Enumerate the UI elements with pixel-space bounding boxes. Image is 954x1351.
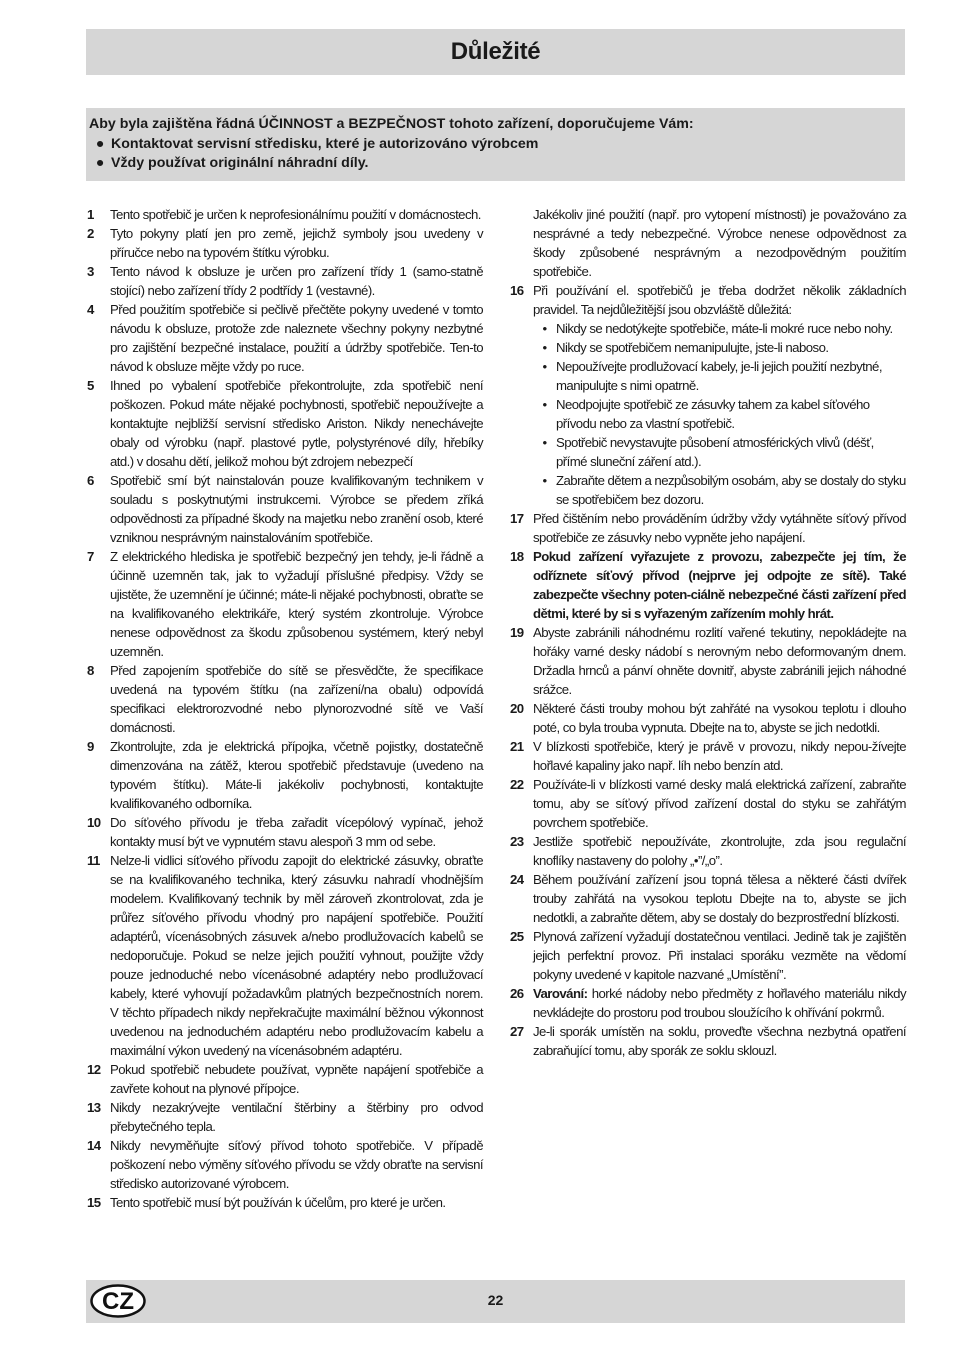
- bullet-icon: •: [542, 435, 547, 450]
- item-text: Nikdy nezakrývejte ventilační štěrbiny a štěrbiny pro odvod přebytečného tepla.: [110, 1100, 483, 1134]
- list-item: [87, 471, 483, 547]
- list-item: [87, 1098, 483, 1136]
- bullet-icon: •: [542, 340, 547, 355]
- item-number: 3: [87, 264, 94, 279]
- list-item: [87, 737, 483, 813]
- page-title: Důležité: [450, 38, 541, 65]
- list-item: [510, 832, 906, 870]
- notice-intro: Aby byla zajištěna řádná ÚČINNOST a BEZPEČNOST tohoto zařízení, doporučujeme Vám:: [89, 116, 694, 132]
- list-item: [87, 813, 483, 851]
- bullet-icon: ●: [95, 135, 105, 152]
- list-item: [87, 661, 483, 737]
- item-text: Jestliže spotřebič nepoužíváte, zkontrolujte, zda jsou regulační knoflíky nastaveny do polohy „•”/„o”.: [533, 834, 906, 868]
- item-number: 20: [510, 701, 524, 716]
- list-item-26: 26 Varování: horké nádoby nebo předměty z hořlavého materiálu nikdy nevkládejte do prostoru pod troubou sloužícího k ohřívání pokrmů.: [510, 986, 906, 1020]
- notice-box: [86, 108, 905, 181]
- bullet-icon: ●: [95, 155, 105, 171]
- bullet-icon: •: [542, 473, 547, 488]
- item-text: Nikdy nevyměňujte síťový přívod tohoto spotřebiče. V případě poškození nebo výměny síťového přívodu se vždy obraťte na servisní středisko autorizované výrobcem.: [110, 1138, 483, 1191]
- item-number: 4: [87, 302, 94, 317]
- list-item: [87, 262, 483, 300]
- list-item: [87, 851, 483, 1060]
- item-number: 14: [87, 1138, 101, 1153]
- item-number: 23: [510, 834, 524, 849]
- item-text: Nelze-li vidlici síťového přívodu zapojit do elektrické zásuvky, obraťte se na kvalifikovaného technika, který zásuvku nahradí vhodnějším modelem. Kvalifikovaný technik by měl zároveň zkontrolovat, zda je průřez síťového přívodu vhodný pro napájení spotřebiče. Použití adaptérů, vícenásobných zásuvek a/nebo prodlužovacích kabelů se nedoporučuje. Pokud se nelze jejich použití vyhnout, použijte vždy pouze jednoduché nebo vícenásobné adaptéry nebo prodlužovací kabely, které vyhovují požadavkům platných bezpečnostních norem. V těchto případech nikdy nepřekračujte maximální běžnou výkonnost uvedenou na jednoduchém adaptéru nebo prodlužovacím kabelu a maximální výkon uvedený na vícenásobném adaptéru.: [110, 853, 483, 1058]
- warning-label: Varování:: [533, 986, 588, 1001]
- page-number: 22: [487, 1292, 504, 1308]
- item-text: Z elektrického hlediska je spotřebič bezpečný jen tehdy, je-li řádně a účinně uzemněn tak, jak to vyžadují příslušné předpisy. Vždy se ujistěte, že uzemnění je účinné; máte-li nějaké pochybnosti, obraťte se na kvalifikovaného elektrikáře, který systém zkontroluje. Výrobce nenese odpovědnost za škodu způsobenou systémem, který nebyl uzemněn.: [110, 549, 483, 659]
- item-text: Tento návod k obsluze je určen pro zařízení třídy 1 (samo-statně stojící) nebo zařízení třídy 2 podtřídy 1 (vestavné).: [110, 264, 483, 298]
- item-number: 2: [87, 226, 94, 241]
- item-number: 5: [87, 378, 94, 393]
- item-number: 11: [87, 853, 100, 868]
- item-number: 12: [87, 1062, 101, 1077]
- list-item: [87, 376, 483, 471]
- item-text: Tento spotřebič musí být používán k účelům, pro které je určen.: [110, 1195, 446, 1210]
- list-item: [87, 1060, 483, 1098]
- item-number: 15: [87, 1195, 101, 1210]
- item-number: 19: [510, 625, 524, 640]
- item-text: V blízkosti spotřebiče, který je právě v provozu, nikdy nepou-žívejte hořlavé kapaliny jako např. líh nebo benzín atd.: [533, 739, 906, 773]
- item-number: 9: [87, 739, 94, 754]
- list-item: [87, 300, 483, 376]
- list-item: [87, 1136, 483, 1193]
- item-text: Tyto pokyny platí jen pro země, jejichž symboly jsou uvedeny v příručce nebo na typovém štítku výrobku.: [110, 226, 483, 260]
- item-text: Tento spotřebič je určen k neprofesionálnímu použití v domácnostech.: [110, 207, 481, 222]
- list-item-16: 16 Při používání el. spotřebičů je třeba dodržet několik základních pravidel. Ta nejdůležitější jsou obzvláště důležitá:: [510, 283, 906, 317]
- list-item: [510, 737, 906, 775]
- item-number: 1: [87, 207, 94, 222]
- item-number: 13: [87, 1100, 101, 1115]
- bullet-text: Nikdy se spotřebičem nemanipulujte, jste-li naboso.: [556, 340, 829, 355]
- item-text: Ihned po vybalení spotřebiče překontrolujte, zda spotřebič není poškozen. Pokud máte nějaké pochybnosti, spotřebič nepoužívejte a kontaktujte nejbližší servisní středisko Ariston. Nikdy nenechávejte obaly od výrobku (např. plastové pytle, polystyrénové díly, hřebíky atd.) v dosahu dětí, jelikož mohou být zdrojem nebezpečí: [110, 378, 483, 469]
- item-text: Některé části trouby mohou být zahřáté na vysokou teplotu i dlouho poté, co byla trouba vypnuta. Dbejte na to, abyste se jich nedotkli.: [533, 701, 906, 735]
- list-item-27: 27 Je-li sporák umístěn na soklu, proveďte všechna nezbytná opatření zabraňující tomu, aby sporák ze soklu sklouzl.: [510, 1024, 906, 1058]
- item-text: Před použitím spotřebiče si pečlivě přečtěte pokyny uvedené v tomto návodu k obsluze, protože zde naleznete všechny pokyny nezbytné pro zajištění bezpečné instalace, použití a údržby spotřebiče. Ten-to návod k obsluze mějte vždy po ruce.: [110, 302, 483, 374]
- bullet-item: [510, 471, 906, 509]
- notice-bullet: ● Vždy používat originální náhradní díly.: [89, 154, 905, 174]
- list-item: [510, 623, 906, 699]
- list-item: [87, 1193, 483, 1212]
- bullet-item: [510, 433, 906, 471]
- title-bar: [86, 29, 905, 75]
- item-text: Plynová zařízení vyžadují dostatečnou ventilaci. Jedině tak je zajištěn jejich perfektní provoz. Při instalaci sporáku vezměte na vědomí pokyny uvedené v kapitole nazvané „Umístění”.: [533, 929, 906, 982]
- item-text: Před zapojením spotřebiče do sítě se přesvědčte, že specifikace uvedená na typovém štítku (na zařízení/na obalu) odpovídá specifikaci elektrorozvodné nebo plynorozvodné sítě ve Vaší domácnosti.: [110, 663, 483, 735]
- item-number: 24: [510, 872, 524, 887]
- item-15-continuation: Jakékoliv jiné použití (např. pro vytopení místnosti) je považováno za nesprávné a tedy nebezpečné. Výrobce nenese odpovědnost za škody způsobené nesprávným a nezodpovědným použitím spotřebiče.: [533, 207, 906, 279]
- list-item: [510, 775, 906, 832]
- bullet-text: Nepoužívejte prodlužovací kabely, je-li jejich použití nezbytné, manipulujte s nimi opatrně.: [556, 359, 882, 393]
- bullet-item: [510, 338, 906, 357]
- right-column: [510, 205, 906, 1060]
- item-text: Používáte-li v blízkosti varné desky malá elektrická zařízení, zabraňte tomu, aby se síťový přívod zařízení dostal do styku se zahřátým povrchem spotřebiče.: [533, 777, 906, 830]
- list-item: [87, 205, 483, 224]
- item-text: Spotřebič smí být nainstalován pouze kvalifikovaným technikem v souladu s poskytnutými instrukcemi. Výrobce se předem zříká odpovědnosti za případné škody na majetku nebo zranění osob, které vzniknou nesprávným nainstalováním spotřebiče.: [110, 473, 483, 545]
- list-item-18: 18 Pokud zařízení vyřazujete z provozu, zabezpečte jej tím, že odříznete síťový přívod (nejprve jej odpojte ze sítě). Také zabezpečte všechny poten-ciálně nebezpečné části zařízení před dětmi, které by si s vyřazeným zařízením mohly hrát.: [510, 549, 906, 621]
- bullet-text: Neodpojujte spotřebič ze zásuvky tahem za kabel síťového přívodu nebo za vlastní spotřebič.: [556, 397, 870, 431]
- footer-bar: [86, 1280, 905, 1323]
- country-code: CZ: [102, 1288, 134, 1315]
- item-number: 22: [510, 777, 524, 792]
- item-number: 8: [87, 663, 94, 678]
- bullet-item: [510, 357, 906, 395]
- item-number: 6: [87, 473, 94, 488]
- item-text: Abyste zabránili náhodnému rozlití vařené tekutiny, nepokládejte na hořáky varné desky nádobí s nerovným nebo deformovaným dnem. Držadla hrnců a pánví ohněte dovnitř, abyste zabránili jejich náhodné srážce.: [533, 625, 906, 697]
- bullet-text: Zabraňte dětem a nezpůsobilým osobám, aby se dostaly do styku se spotřebičem bez dozoru.: [556, 473, 906, 507]
- item-16-bullets: [510, 319, 906, 509]
- right-items: [510, 623, 906, 984]
- list-item: [510, 699, 906, 737]
- item-number: 7: [87, 549, 94, 564]
- bullet-icon: •: [542, 397, 547, 412]
- item-text: Zkontrolujte, zda je elektrická přípojka, včetně pojistky, dostatečně dimenzována na zátěž, kterou spotřebič představuje (uvedeno na typovém štítku). Máte-li jakékoliv pochybnosti, kontaktujte kvalifikovaného odborníka.: [110, 739, 483, 811]
- item-text: Pokud spotřebič nebudete používat, vypněte napájení spotřebiče a zavřete kohout na plynové přípojce.: [110, 1062, 483, 1096]
- item-text: Během používání zařízení jsou topná tělesa a některé části dvířek trouby zahřátá na vysokou teplotu Dbejte na to, abyste se jich nedotkli, a zabraňte dětem, aby se dostaly do bezprostřední blízkosti.: [533, 872, 906, 925]
- list-item: [87, 547, 483, 661]
- item-number: 25: [510, 929, 524, 944]
- item-number: 21: [510, 739, 524, 754]
- left-column: [87, 205, 483, 1212]
- bullet-icon: •: [542, 359, 547, 374]
- bullet-icon: •: [542, 321, 547, 336]
- item-text: Do síťového přívodu je třeba zařadit vícepólový vypínač, jehož kontakty musí být ve vypnutém stavu alespoň 3 mm od sebe.: [110, 815, 483, 849]
- item-number: 10: [87, 815, 101, 830]
- list-item: [510, 927, 906, 984]
- list-item-17: 17 Před čištěním nebo prováděním údržby vždy vytáhněte síťový přívod spotřebiče ze zásuvky nebo vypněte jeho napájení.: [510, 511, 906, 545]
- notice-bullet: ● Kontaktovat servisní středisku, které je autorizováno výrobcem: [89, 135, 905, 155]
- list-item: [87, 224, 483, 262]
- bullet-item: [510, 395, 906, 433]
- bullet-item: [510, 319, 906, 338]
- bullet-text: Spotřebič nevystavujte působení atmosférických vlivů (déšť, přímé sluneční záření atd.).: [556, 435, 874, 469]
- bullet-text: Nikdy se nedotýkejte spotřebiče, máte-li mokré ruce nebo nohy.: [556, 321, 893, 336]
- list-item: [510, 870, 906, 927]
